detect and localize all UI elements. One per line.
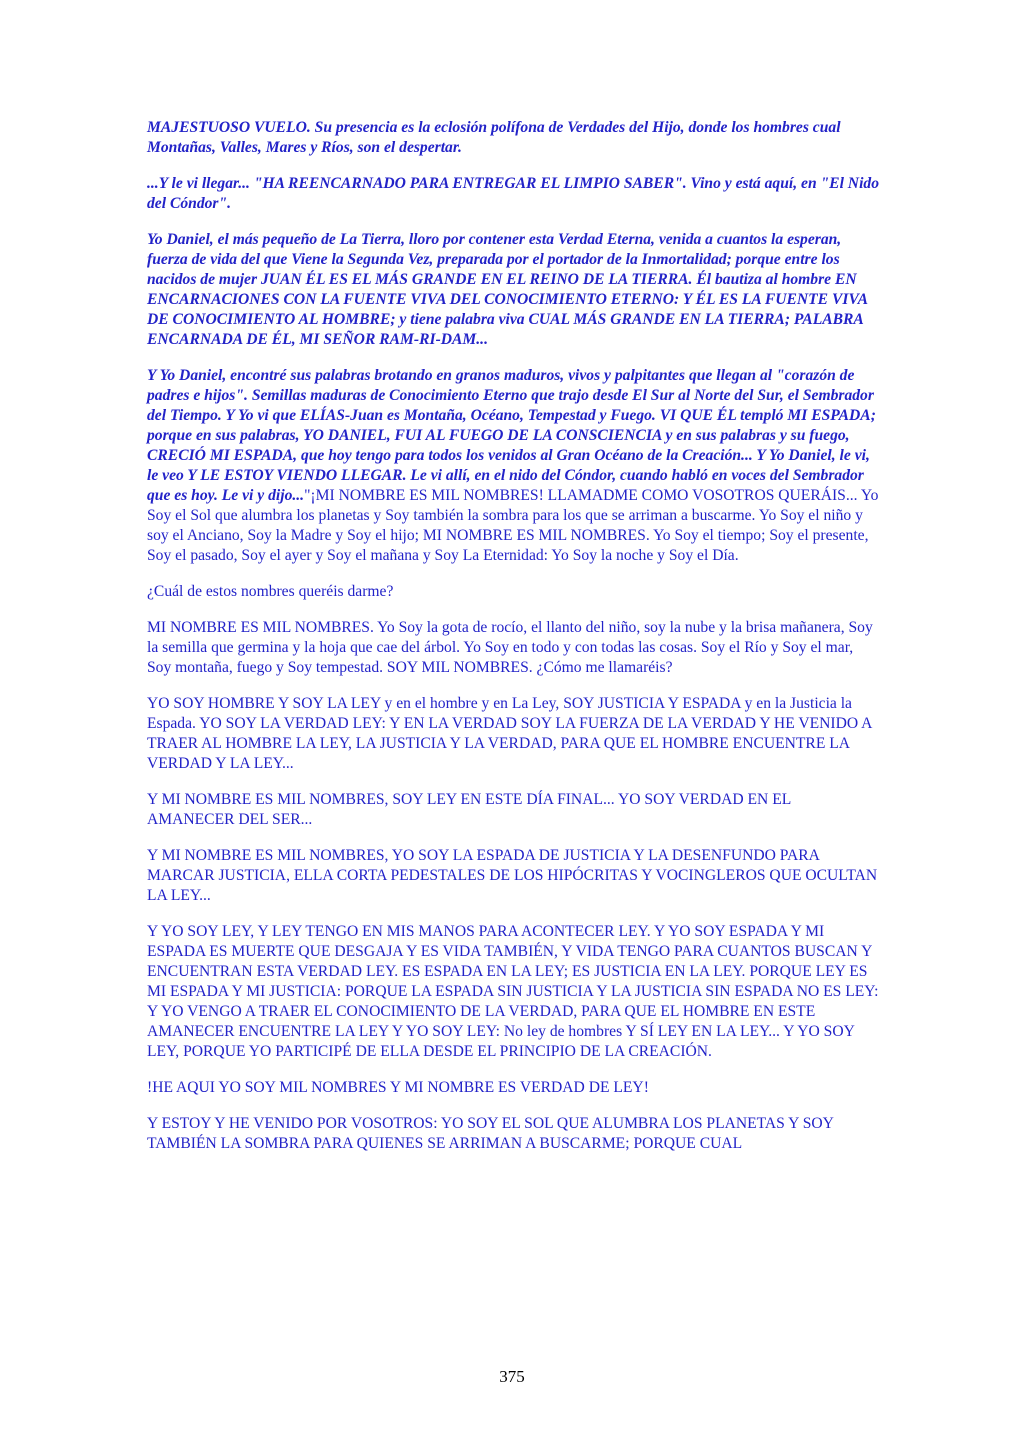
paragraph-cual-nombre: ¿Cuál de estos nombres queréis darme?: [147, 583, 394, 600]
paragraph-yo-soy-ley: Y YO SOY LEY, Y LEY TENGO EN MIS MANOS PARA ACONTECER LEY. Y YO SOY ESPADA Y MI ESPADA ES MUERTE QUE DESGAJA Y ES VIDA TAMBIÉN, Y VIDA TENGO PARA CUANTOS BUSCAN Y ENCUENTRAN ESTA VERDAD LEY. ES ESPADA EN LA LEY; ES JUSTICIA EN LA LEY. PORQUE LEY ES MI ESPADA Y MI JUSTICIA: PORQUE LA ESPADA SIN JUSTICIA Y LA JUSTICIA SIN ESPADA NO ES LEY: Y YO VENGO A TRAER EL CONOCIMIENTO DE LA VERDAD, PARA QUE EL HOMBRE EN ESTE AMANECER ENCUENTRE LA LEY Y YO SOY LEY: No ley de hombres Y SÍ LEY EN LA LEY... Y YO SOY LEY, PORQUE YO PARTICIPÉ DE ELLA DESDE EL PRINCIPIO DE LA CREACIÓN.: [147, 923, 879, 1060]
paragraph-majestuoso-vuelo: MAJESTUOSO VUELO. Su presencia es la eclosión polífona de Verdades del Hijo, donde los hombres cual Montañas, Valles, Mares y Ríos, son el despertar.: [147, 119, 841, 156]
paragraph-yo-daniel-encontre: [147, 366, 879, 566]
paragraph-yo-daniel-lloro: Yo Daniel, el más pequeño de La Tierra, lloro por contener esta Verdad Eterna, venida a cuantos la esperan, fuerza de vida del que Viene la Segunda Vez, preparada por el portador de la Inmortalidad; porque entre los nacidos de mujer JUAN ÉL ES EL MÁS GRANDE EN EL REINO DE LA TIERRA. Él bautiza al hombre EN ENCARNACIONES CON LA FUENTE VIVA DEL CONOCIMIENTO ETERNO: Y ÉL ES LA FUENTE VIVA DE CONOCIMIENTO AL HOMBRE; y tiene palabra viva CUAL MÁS GRANDE EN LA TIERRA; PALABRA ENCARNADA DE ÉL, MI SEÑOR RAM-RI-DAM...: [147, 231, 868, 348]
paragraph-yo-daniel-encontre-italic: Y Yo Daniel, encontré sus palabras brotando en granos maduros, vivos y palpitantes que llegan al "corazón de padres e hijos". Semillas maduras de Conocimiento Eterno que trajo desde El Sur al Norte del Sur, el Sembrador del Tiempo. Y Yo vi que ELÍAS-Juan es Montaña, Océano, Tempestad y Fuego. VI QUE ÉL templó MI ESPADA; porque en sus palabras, YO DANIEL, FUI AL FUEGO DE LA CONSCIENCIA y en sus palabras y su fuego, CRECIÓ MI ESPADA, que hoy tengo para todos los venidos al Gran Océano de la Creación... Y Yo Daniel, le vi, le veo Y LE ESTOY VIENDO LLEGAR. Le vi allí, en el nido del Cóndor, cuando habló en voces del Sembrador que es hoy. Le vi y dijo...: [147, 367, 876, 504]
document-page: [147, 118, 879, 1170]
paragraph-dia-final: Y MI NOMBRE ES MIL NOMBRES, SOY LEY EN ESTE DÍA FINAL... YO SOY VERDAD EN EL AMANECER DEL SER...: [147, 791, 791, 828]
paragraph-estoy-y-he-venido: Y ESTOY Y HE VENIDO POR VOSOTROS: YO SOY EL SOL QUE ALUMBRA LOS PLANETAS Y SOY TAMBIÉN LA SOMBRA PARA QUIENES SE ARRIMAN A BUSCARME; PORQUE CUAL: [147, 1115, 834, 1152]
paragraph-le-vi-llegar: ...Y le vi llegar... "HA REENCARNADO PARA ENTREGAR EL LIMPIO SABER". Vino y está aquí, en "El Nido del Cóndor".: [147, 175, 879, 212]
paragraph-mi-nombre-es-mil-nombres: "¡MI NOMBRE ES MIL NOMBRES! LLAMADME COMO VOSOTROS QUERÁIS... Yo Soy el Sol que alumbra los planetas y Soy también la sombra para los que se arriman a buscarme. Yo Soy el niño y soy el Anciano, Soy la Madre y Soy el hijo; MI NOMBRE ES MIL NOMBRES. Yo Soy el tiempo; Soy el presente, Soy el pasado, Soy el ayer y Soy el mañana y Soy La Eternidad: Yo Soy la noche y Soy el Día.: [147, 487, 879, 564]
page-number: 375: [499, 1367, 525, 1386]
paragraph-hombre-y-ley: YO SOY HOMBRE Y SOY LA LEY y en el hombre y en La Ley, SOY JUSTICIA Y ESPADA y en la Justicia la Espada. YO SOY LA VERDAD LEY: Y EN LA VERDAD SOY LA FUERZA DE LA VERDAD Y HE VENIDO A TRAER AL HOMBRE LA LEY, LA JUSTICIA Y LA VERDAD, PARA QUE EL HOMBRE ENCUENTRE LA VERDAD Y LA LEY...: [147, 695, 872, 772]
paragraph-he-aqui: !HE AQUI YO SOY MIL NOMBRES Y MI NOMBRE ES VERDAD DE LEY!: [147, 1079, 649, 1096]
paragraph-gota-de-rocio: MI NOMBRE ES MIL NOMBRES. Yo Soy la gota de rocío, el llanto del niño, soy la nube y la brisa mañanera, Soy la semilla que germina y la hoja que cae del árbol. Yo Soy en todo y con todas las cosas. Soy el Río y Soy el mar, Soy montaña, fuego y Soy tempestad. SOY MIL NOMBRES. ¿Cómo me llamaréis?: [147, 619, 873, 676]
paragraph-espada-de-justicia: Y MI NOMBRE ES MIL NOMBRES, YO SOY LA ESPADA DE JUSTICIA Y LA DESENFUNDO PARA MARCAR JUSTICIA, ELLA CORTA PEDESTALES DE LOS HIPÓCRITAS Y VOCINGLEROS QUE OCULTAN LA LEY...: [147, 847, 878, 904]
